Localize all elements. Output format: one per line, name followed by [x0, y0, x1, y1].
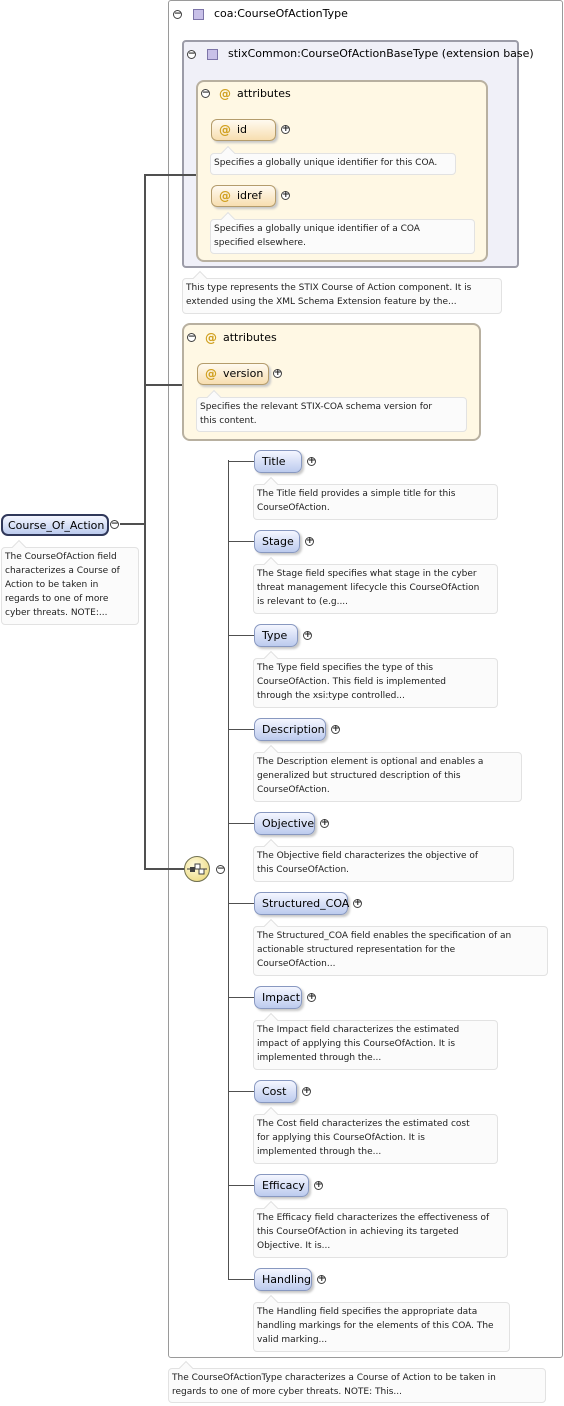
attribute-name: version: [223, 367, 264, 380]
type-attributes-label: attributes: [223, 331, 277, 344]
collapse-minus-icon[interactable]: −: [111, 519, 119, 529]
element-impact[interactable]: [254, 986, 302, 1009]
attribute-name: id: [237, 123, 248, 136]
expand-plus-icon[interactable]: +: [332, 724, 340, 734]
root-element-doc: The CourseOfAction field characterizes a Course of Action to be taken in regards to one of more cyber threats. NOTE:...: [1, 547, 139, 625]
collapse-minus-icon[interactable]: −: [217, 864, 225, 874]
attribute-at-icon: @: [219, 87, 231, 101]
element-name: Handling: [262, 1273, 312, 1286]
expand-plus-icon[interactable]: +: [321, 818, 329, 828]
root-element-course-of-action[interactable]: [1, 514, 109, 536]
type-doc: The CourseOfActionType characterizes a Course of Action to be taken in regards to one of more cyber threats. NOTE: This...: [168, 1368, 546, 1403]
collapse-minus-icon[interactable]: −: [188, 49, 196, 59]
attribute-version-doc: Specifies the relevant STIX-COA schema version for this content.: [196, 397, 467, 432]
root-element-name: Course_Of_Action: [8, 519, 105, 532]
complex-type-icon: [207, 49, 218, 60]
element-doc: The Efficacy field characterizes the effectiveness of this CourseOfAction in achieving its targeted Objective. It is...: [253, 1208, 508, 1258]
sequence-branch-connector: [228, 729, 254, 730]
element-name: Structured_COA: [262, 897, 350, 910]
sequence-compositor-icon[interactable]: [184, 856, 210, 882]
attribute-idref-doc: Specifies a globally unique identifier of a COA specified elsewhere.: [210, 219, 475, 254]
element-name: Type: [262, 629, 288, 642]
element-objective[interactable]: [254, 812, 315, 835]
element-doc: The Handling field specifies the appropriate data handling markings for the elements of this COA. The valid marking...: [253, 1302, 510, 1352]
expand-plus-icon[interactable]: +: [308, 456, 316, 466]
sequence-bracket: [228, 460, 229, 1280]
element-doc: The Stage field specifies what stage in the cyber threat management lifecycle this CourseOfAction is relevant to (e.g....: [253, 564, 498, 614]
expand-plus-icon[interactable]: +: [304, 630, 312, 640]
element-doc: The Objective field characterizes the objective of this CourseOfAction.: [253, 846, 514, 882]
element-name: Description: [262, 723, 325, 736]
element-name: Objective: [262, 817, 315, 830]
expand-plus-icon[interactable]: +: [318, 1274, 326, 1284]
element-efficacy[interactable]: [254, 1174, 309, 1197]
expand-plus-icon[interactable]: +: [306, 536, 314, 546]
sequence-branch-connector: [228, 461, 254, 462]
sequence-branch-connector: [228, 1185, 254, 1186]
element-name: Title: [262, 455, 286, 468]
element-cost[interactable]: [254, 1080, 297, 1103]
sequence-branch-connector: [228, 997, 254, 998]
collapse-minus-icon[interactable]: −: [174, 9, 182, 19]
element-structured-coa[interactable]: [254, 892, 348, 915]
element-doc: The Type field specifies the type of this CourseOfAction. This field is implemented through the xsi:type controlled...: [253, 658, 498, 708]
attribute-name: idref: [237, 189, 262, 202]
attribute-at-icon: @: [219, 189, 231, 203]
sequence-branch-connector: [228, 1279, 254, 1280]
attribute-id[interactable]: [211, 119, 276, 141]
element-doc: The Description element is optional and enables a generalized but structured description of this CourseOfAction.: [253, 752, 522, 802]
attribute-at-icon: @: [219, 123, 231, 137]
type-name: coa:CourseOfActionType: [214, 7, 348, 20]
element-doc: The Structured_COA field enables the specification of an actionable structured representation for the CourseOfAction...: [253, 926, 548, 976]
base-type-doc: This type represents the STIX Course of Action component. It is extended using the XML Schema Extension feature by the...: [182, 278, 502, 314]
attribute-at-icon: @: [205, 331, 217, 345]
base-type-name: stixCommon:CourseOfActionBaseType (extension base): [228, 47, 534, 60]
connector: [144, 868, 186, 870]
element-name: Impact: [262, 991, 301, 1004]
expand-plus-icon[interactable]: +: [315, 1180, 323, 1190]
sequence-branch-connector: [228, 1091, 254, 1092]
attribute-idref[interactable]: [211, 185, 276, 207]
connector: [120, 523, 145, 525]
attribute-id-doc: Specifies a globally unique identifier for this COA.: [210, 153, 456, 175]
base-attributes-label: attributes: [237, 87, 291, 100]
element-doc: The Cost field characterizes the estimated cost for applying this CourseOfAction. It is implemented through the...: [253, 1114, 498, 1164]
sequence-branch-connector: [228, 823, 254, 824]
sequence-branch-connector: [228, 903, 254, 904]
expand-plus-icon[interactable]: +: [274, 368, 282, 378]
element-stage[interactable]: [254, 530, 300, 553]
attribute-version[interactable]: [197, 363, 269, 385]
connector: [144, 384, 182, 386]
element-handling[interactable]: [254, 1268, 312, 1291]
element-name: Cost: [262, 1085, 287, 1098]
element-description[interactable]: [254, 718, 326, 741]
collapse-minus-icon[interactable]: −: [202, 88, 210, 98]
element-title[interactable]: [254, 450, 302, 473]
expand-plus-icon[interactable]: +: [308, 992, 316, 1002]
connector: [144, 174, 146, 870]
collapse-minus-icon[interactable]: −: [188, 332, 196, 342]
element-doc: The Title field provides a simple title for this CourseOfAction.: [253, 484, 498, 520]
element-type[interactable]: [254, 624, 298, 647]
element-name: Efficacy: [262, 1179, 305, 1192]
complex-type-icon: [193, 9, 204, 20]
element-doc: The Impact field characterizes the estimated impact of applying this CourseOfAction. It is implemented through the...: [253, 1020, 498, 1070]
attribute-at-icon: @: [205, 367, 217, 381]
expand-plus-icon[interactable]: +: [282, 124, 290, 134]
expand-plus-icon[interactable]: +: [282, 190, 290, 200]
expand-plus-icon[interactable]: +: [354, 898, 362, 908]
connector: [144, 174, 196, 176]
expand-plus-icon[interactable]: +: [303, 1086, 311, 1096]
sequence-branch-connector: [228, 635, 254, 636]
sequence-branch-connector: [228, 541, 254, 542]
element-name: Stage: [262, 535, 294, 548]
